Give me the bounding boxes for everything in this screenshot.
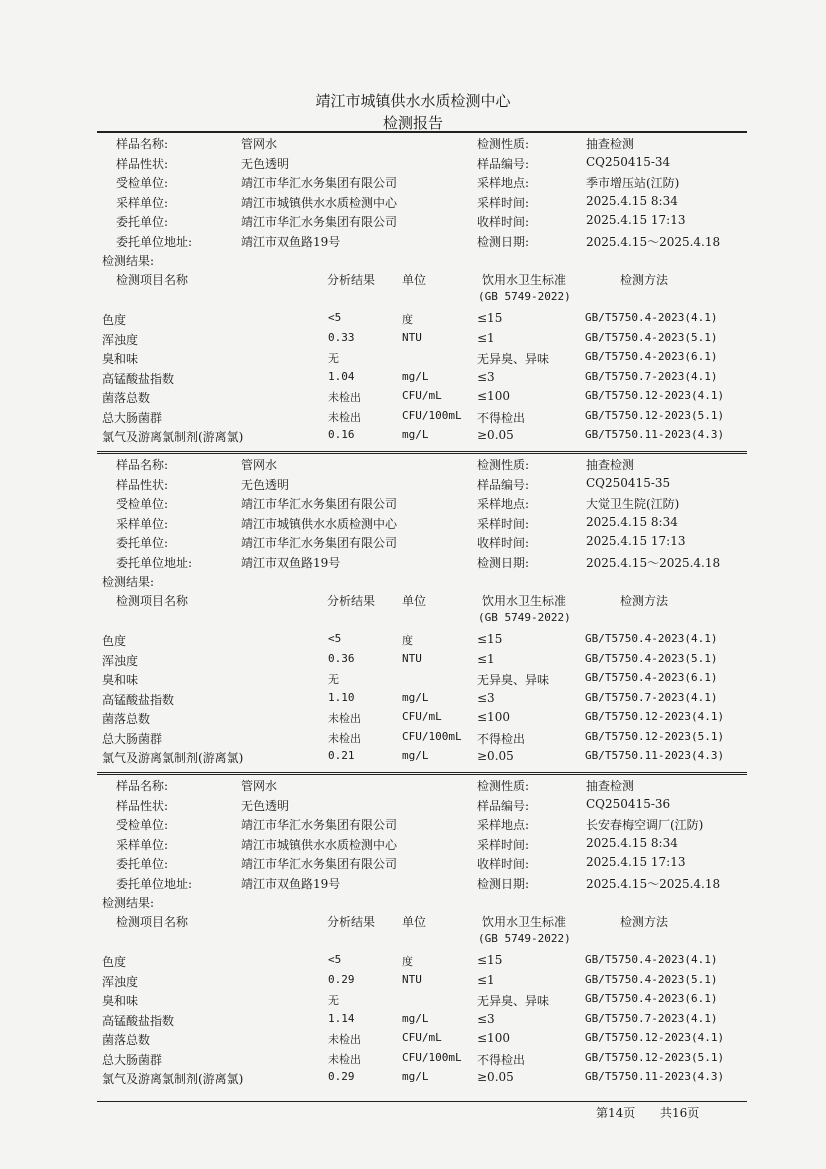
value-sampling-time: 2025.4.15 8:34 [586, 835, 678, 850]
value-sampling-time: 2025.4.15 8:34 [586, 514, 678, 529]
row-item: 臭和味 [102, 994, 139, 1008]
row-item: 总大肠菌群 [102, 731, 163, 746]
label-inspected-unit: 受检单位: [116, 497, 169, 511]
header-result: 分析结果 [327, 273, 376, 287]
header-item: 检测项目名称 [116, 915, 189, 929]
header-rule [97, 131, 747, 133]
value-sample-name: 管网水 [241, 779, 278, 793]
label-receipt-time: 收样时间: [477, 857, 530, 871]
row-standard: ≤100 [477, 710, 510, 724]
row-result: 0.36 [328, 651, 355, 665]
header-standard-code: (GB 5749-2022) [478, 611, 571, 624]
label-sampling-location: 采样地点: [477, 818, 530, 832]
row-method: GB/T5750.7-2023(4.1) [585, 369, 718, 383]
row-method: GB/T5750.4-2023(6.1) [585, 350, 718, 363]
header-standard: 饮用水卫生标准 [482, 915, 567, 929]
row-method: GB/T5750.12-2023(5.1) [585, 408, 725, 422]
value-sample-name: 管网水 [241, 137, 278, 151]
row-unit: CFU/100mL [402, 408, 462, 422]
row-unit: CFU/mL [402, 389, 442, 402]
section-divider [97, 451, 747, 454]
row-method: GB/T5750.4-2023(5.1) [585, 972, 718, 986]
header-result: 分析结果 [327, 915, 376, 929]
results-label: 检测结果: [102, 254, 155, 268]
value-sampling-location: 长安春梅空调厂(江防) [586, 818, 704, 832]
row-method: GB/T5750.11-2023(4.3) [585, 749, 725, 762]
label-sampling-time: 采样时间: [477, 516, 530, 531]
page-number: 第14页 [596, 1106, 636, 1120]
row-unit: mg/L [402, 690, 429, 704]
value-client-address: 靖江市双鱼路19号 [241, 555, 341, 570]
row-method: GB/T5750.12-2023(4.1) [585, 1031, 725, 1044]
value-sample-character: 无色透明 [241, 477, 290, 492]
label-sampling-time: 采样时间: [477, 837, 530, 852]
row-result: <5 [328, 953, 342, 966]
row-item: 菌落总数 [102, 391, 151, 405]
label-test-nature: 检测性质: [477, 137, 530, 151]
row-standard: ≤1 [477, 330, 495, 345]
label-sample-name: 样品名称: [116, 779, 169, 793]
value-inspected-unit: 靖江市华汇水务集团有限公司 [241, 497, 398, 511]
value-sample-character: 无色透明 [241, 156, 290, 171]
value-test-date: 2025.4.15～2025.4.18 [586, 876, 721, 891]
header-unit: 单位 [402, 594, 427, 608]
value-test-nature: 抽查检测 [586, 779, 635, 793]
label-sampling-unit: 采样单位: [116, 516, 169, 531]
header-item: 检测项目名称 [116, 594, 189, 608]
row-method: GB/T5750.7-2023(4.1) [585, 690, 718, 704]
row-item: 氯气及游离氯制剂(游离氯) [102, 430, 244, 444]
row-item: 色度 [102, 955, 127, 969]
row-result: 无 [328, 352, 339, 365]
row-result: 未检出 [328, 1052, 361, 1066]
value-sampling-unit: 靖江市城镇供水水质检测中心 [241, 837, 398, 852]
label-test-nature: 检测性质: [477, 458, 530, 472]
value-receipt-time: 2025.4.15 17:13 [586, 534, 686, 548]
row-item: 高锰酸盐指数 [102, 692, 175, 707]
label-client-unit: 委托单位: [116, 536, 169, 550]
header-method: 检测方法 [620, 273, 669, 287]
footer-rule [97, 1101, 747, 1102]
header-standard-code: (GB 5749-2022) [478, 932, 571, 945]
row-standard: ≤3 [477, 369, 495, 384]
row-result: 0.21 [328, 749, 355, 762]
row-unit: NTU [402, 651, 422, 665]
value-inspected-unit: 靖江市华汇水务集团有限公司 [241, 176, 398, 190]
row-method: GB/T5750.7-2023(4.1) [585, 1011, 718, 1025]
label-receipt-time: 收样时间: [477, 536, 530, 550]
row-method: GB/T5750.12-2023(4.1) [585, 710, 725, 723]
label-client-unit: 委托单位: [116, 215, 169, 229]
row-standard: 无异臭、异味 [477, 994, 550, 1008]
row-unit: 度 [402, 955, 413, 968]
label-test-nature: 检测性质: [477, 779, 530, 793]
row-unit: CFU/100mL [402, 729, 462, 743]
label-sampling-time: 采样时间: [477, 195, 530, 210]
row-method: GB/T5750.12-2023(4.1) [585, 389, 725, 402]
label-sample-name: 样品名称: [116, 137, 169, 151]
row-method: GB/T5750.11-2023(4.3) [585, 1070, 725, 1083]
row-standard: ≤15 [477, 953, 503, 967]
row-item: 臭和味 [102, 352, 139, 366]
row-result: 未检出 [328, 391, 361, 404]
row-method: GB/T5750.12-2023(5.1) [585, 729, 725, 743]
page-total: 共16页 [660, 1106, 700, 1120]
value-sample-number: CQ250415-36 [586, 796, 671, 811]
value-sample-number: CQ250415-34 [586, 154, 671, 169]
header-standard: 饮用水卫生标准 [482, 273, 567, 287]
row-standard: 不得检出 [477, 1052, 526, 1067]
row-item: 菌落总数 [102, 712, 151, 726]
header-standard-code: (GB 5749-2022) [478, 290, 571, 303]
row-unit: 度 [402, 313, 413, 326]
row-method: GB/T5750.4-2023(4.1) [585, 311, 718, 324]
row-standard: 无异臭、异味 [477, 673, 550, 687]
row-result: 无 [328, 673, 339, 686]
value-client-address: 靖江市双鱼路19号 [241, 234, 341, 249]
row-unit: CFU/100mL [402, 1050, 462, 1064]
row-method: GB/T5750.4-2023(4.1) [585, 632, 718, 645]
label-sample-number: 样品编号: [477, 798, 530, 813]
row-item: 氯气及游离氯制剂(游离氯) [102, 751, 244, 765]
value-sampling-location: 季市增压站(江防) [586, 176, 680, 190]
value-test-date: 2025.4.15～2025.4.18 [586, 555, 721, 570]
row-item: 高锰酸盐指数 [102, 371, 175, 386]
value-receipt-time: 2025.4.15 17:13 [586, 855, 686, 869]
row-result: 0.33 [328, 330, 355, 344]
row-result: 未检出 [328, 410, 361, 424]
value-sample-name: 管网水 [241, 458, 278, 472]
row-result: 1.10 [328, 690, 355, 704]
label-sample-character: 样品性状: [116, 156, 169, 171]
row-standard: ≤100 [477, 1031, 510, 1045]
report-title: 靖江市城镇供水水质检测中心 [315, 92, 511, 110]
value-client-unit: 靖江市华汇水务集团有限公司 [241, 857, 398, 871]
value-sample-number: CQ250415-35 [586, 475, 671, 490]
header-standard: 饮用水卫生标准 [482, 594, 567, 608]
value-test-nature: 抽查检测 [586, 458, 635, 472]
row-item: 色度 [102, 313, 127, 327]
header-item: 检测项目名称 [116, 273, 189, 287]
label-sample-number: 样品编号: [477, 477, 530, 492]
label-client-unit: 委托单位: [116, 857, 169, 871]
row-result: 未检出 [328, 1033, 361, 1046]
row-item: 浑浊度 [102, 653, 139, 668]
row-result: 1.04 [328, 369, 355, 383]
row-item: 色度 [102, 634, 127, 648]
row-method: GB/T5750.4-2023(6.1) [585, 992, 718, 1005]
row-item: 氯气及游离氯制剂(游离氯) [102, 1072, 244, 1086]
row-item: 浑浊度 [102, 974, 139, 989]
row-method: GB/T5750.12-2023(5.1) [585, 1050, 725, 1064]
header-unit: 单位 [402, 915, 427, 929]
row-item: 菌落总数 [102, 1033, 151, 1047]
label-sample-name: 样品名称: [116, 458, 169, 472]
row-standard: ≤1 [477, 972, 495, 987]
value-inspected-unit: 靖江市华汇水务集团有限公司 [241, 818, 398, 832]
row-unit: mg/L [402, 1070, 429, 1083]
value-client-unit: 靖江市华汇水务集团有限公司 [241, 536, 398, 550]
row-unit: mg/L [402, 428, 429, 441]
label-inspected-unit: 受检单位: [116, 818, 169, 832]
value-sampling-location: 大觉卫生院(江防) [586, 497, 680, 511]
report-subtitle: 检测报告 [382, 114, 443, 132]
header-method: 检测方法 [620, 594, 669, 608]
row-item: 臭和味 [102, 673, 139, 687]
value-test-nature: 抽查检测 [586, 137, 635, 151]
row-standard: ≤100 [477, 389, 510, 403]
label-client-address: 委托单位地址: [116, 234, 193, 249]
row-standard: ≤3 [477, 1011, 495, 1026]
row-unit: NTU [402, 330, 422, 344]
row-standard: 不得检出 [477, 410, 526, 425]
row-result: 0.29 [328, 972, 355, 986]
row-unit: CFU/mL [402, 710, 442, 723]
row-result: <5 [328, 632, 342, 645]
row-unit: mg/L [402, 369, 429, 383]
value-sampling-time: 2025.4.15 8:34 [586, 193, 678, 208]
row-unit: NTU [402, 972, 422, 986]
row-standard: ≥0.05 [477, 1070, 514, 1084]
row-standard: ≥0.05 [477, 428, 514, 442]
header-unit: 单位 [402, 273, 427, 287]
value-receipt-time: 2025.4.15 17:13 [586, 213, 686, 227]
row-item: 浑浊度 [102, 332, 139, 347]
row-standard: ≤3 [477, 690, 495, 705]
label-client-address: 委托单位地址: [116, 876, 193, 891]
label-sampling-unit: 采样单位: [116, 837, 169, 852]
label-receipt-time: 收样时间: [477, 215, 530, 229]
value-test-date: 2025.4.15～2025.4.18 [586, 234, 721, 249]
label-sampling-location: 采样地点: [477, 497, 530, 511]
row-result: <5 [328, 311, 342, 324]
row-result: 0.29 [328, 1070, 355, 1083]
row-unit: CFU/mL [402, 1031, 442, 1044]
row-standard: ≤15 [477, 311, 503, 325]
row-result: 无 [328, 994, 339, 1007]
row-result: 未检出 [328, 731, 361, 745]
row-standard: ≤15 [477, 632, 503, 646]
label-test-date: 检测日期: [477, 234, 530, 249]
row-standard: 不得检出 [477, 731, 526, 746]
label-sample-character: 样品性状: [116, 798, 169, 813]
row-item: 总大肠菌群 [102, 410, 163, 425]
label-sampling-location: 采样地点: [477, 176, 530, 190]
row-result: 0.16 [328, 428, 355, 441]
value-sample-character: 无色透明 [241, 798, 290, 813]
row-item: 总大肠菌群 [102, 1052, 163, 1067]
value-sampling-unit: 靖江市城镇供水水质检测中心 [241, 516, 398, 531]
header-method: 检测方法 [620, 915, 669, 929]
label-client-address: 委托单位地址: [116, 555, 193, 570]
row-standard: ≥0.05 [477, 749, 514, 763]
row-item: 高锰酸盐指数 [102, 1013, 175, 1028]
value-client-unit: 靖江市华汇水务集团有限公司 [241, 215, 398, 229]
header-result: 分析结果 [327, 594, 376, 608]
row-unit: 度 [402, 634, 413, 647]
label-inspected-unit: 受检单位: [116, 176, 169, 190]
label-sample-number: 样品编号: [477, 156, 530, 171]
row-standard: ≤1 [477, 651, 495, 666]
label-sample-character: 样品性状: [116, 477, 169, 492]
row-method: GB/T5750.4-2023(4.1) [585, 953, 718, 966]
row-result: 未检出 [328, 712, 361, 725]
row-method: GB/T5750.4-2023(6.1) [585, 671, 718, 684]
row-standard: 无异臭、异味 [477, 352, 550, 366]
label-test-date: 检测日期: [477, 876, 530, 891]
label-test-date: 检测日期: [477, 555, 530, 570]
row-method: GB/T5750.4-2023(5.1) [585, 330, 718, 344]
row-unit: mg/L [402, 1011, 429, 1025]
row-method: GB/T5750.4-2023(5.1) [585, 651, 718, 665]
value-sampling-unit: 靖江市城镇供水水质检测中心 [241, 195, 398, 210]
results-label: 检测结果: [102, 575, 155, 589]
results-label: 检测结果: [102, 896, 155, 910]
row-unit: mg/L [402, 749, 429, 762]
section-divider [97, 772, 747, 775]
label-sampling-unit: 采样单位: [116, 195, 169, 210]
value-client-address: 靖江市双鱼路19号 [241, 876, 341, 891]
row-result: 1.14 [328, 1011, 355, 1025]
row-method: GB/T5750.11-2023(4.3) [585, 428, 725, 441]
